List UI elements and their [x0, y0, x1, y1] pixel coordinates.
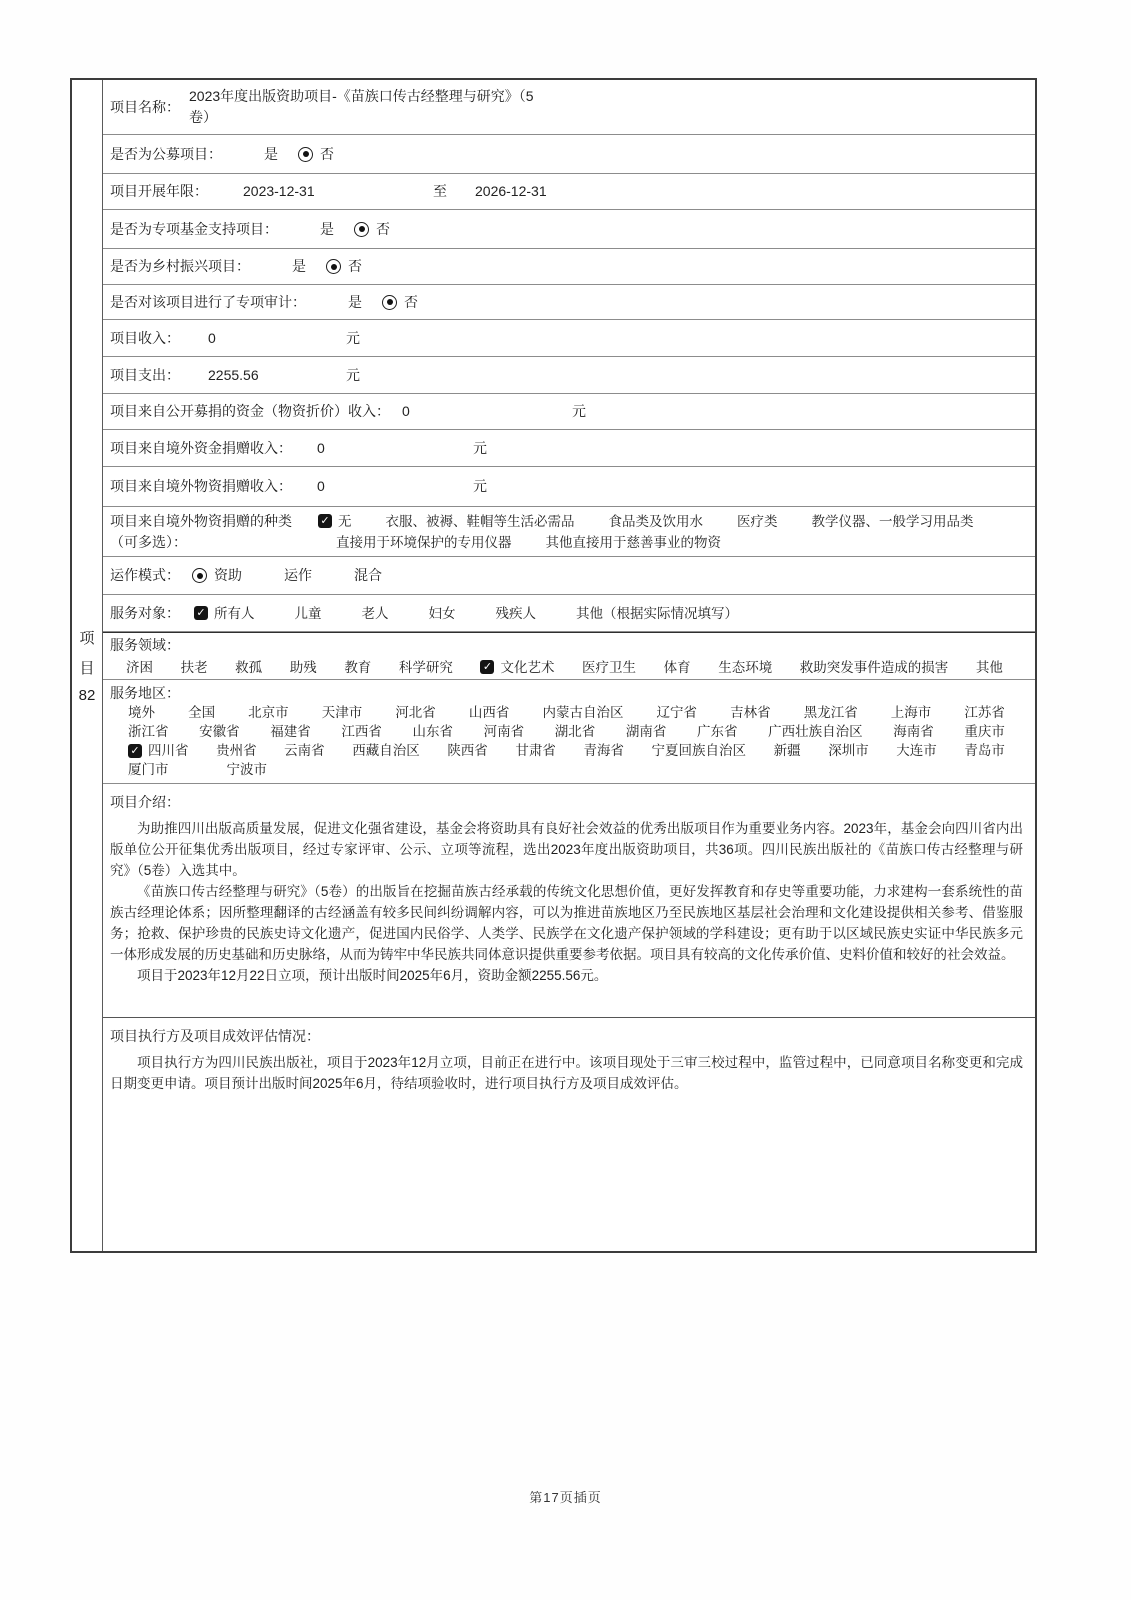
- option: [800, 658, 949, 677]
- option: [399, 658, 453, 677]
- option-label: 是: [348, 293, 362, 310]
- service-area-line3: [128, 742, 1005, 760]
- option-label: 所有人: [214, 605, 255, 621]
- option-label: 其他直接用于慈善事业的物资: [545, 534, 721, 550]
- option-label: 江苏省: [964, 705, 1005, 720]
- option: [320, 220, 334, 239]
- option: [336, 532, 512, 553]
- option-label: 湖南省: [625, 724, 667, 739]
- option: [413, 723, 454, 741]
- option: [188, 704, 215, 722]
- option: [774, 742, 801, 760]
- option: [891, 704, 932, 722]
- row-overseas-goods-income: [103, 467, 1035, 507]
- option-label: 衣服、被褥、鞋帽等生活必需品: [385, 513, 575, 529]
- option: [227, 761, 268, 779]
- option: [181, 658, 208, 677]
- option-label: 重庆市: [964, 724, 1005, 739]
- option-selected: [194, 604, 255, 623]
- option: [386, 511, 575, 532]
- row-service-field: [103, 632, 1035, 680]
- option-label: 教学仪器、一般学习用品类: [811, 513, 974, 529]
- special-audit-options: [348, 293, 418, 312]
- option: [652, 742, 747, 760]
- option-label: 医疗类: [737, 513, 778, 529]
- option-label: 救孤: [235, 659, 263, 675]
- row-operation-mode: [103, 557, 1035, 595]
- option-selected: [326, 257, 362, 276]
- option: [976, 658, 1003, 677]
- option: [768, 723, 863, 741]
- option: [555, 723, 596, 741]
- option: [964, 742, 1005, 760]
- option-label: 天津市: [321, 705, 363, 720]
- option: [583, 742, 624, 760]
- period-start-value: 2023-12-31: [243, 183, 315, 199]
- checkbox-checked-icon: ✓: [480, 660, 494, 674]
- option-label: 教育: [344, 659, 372, 675]
- project-intro-paragraph: 为助推四川出版高质量发展，促进文化强省建设，基金会将资助具有良好社会效益的优秀出版项目作为重要业务内容。2023年，基金会向四川省内出版单位公开征集优秀出版项目，经过专家评审、公示、立项等流程，选出2023年度出版资助项目，共36项。四川民族出版社的《苗族口传古经整理与研究》（5卷）入选其中。: [110, 821, 1023, 878]
- option-label: 新疆: [773, 743, 801, 758]
- project-income-value: 0: [208, 329, 216, 346]
- option-selected: [192, 566, 242, 585]
- option: [964, 723, 1005, 741]
- option: [270, 723, 311, 741]
- row-public-fundraising: [103, 135, 1035, 174]
- option-label: 境外: [128, 705, 155, 720]
- option-label: 黑龙江省: [803, 705, 858, 720]
- option: [128, 761, 169, 779]
- checkbox-checked-icon: ✓: [194, 606, 208, 620]
- project-expense-value: 2255.56: [208, 366, 259, 383]
- option: [896, 742, 937, 760]
- option: [664, 658, 691, 677]
- option-label: 安徽省: [199, 724, 240, 739]
- option-selected: [480, 658, 554, 677]
- service-target-label: 服务对象：: [110, 604, 180, 621]
- option: [352, 742, 420, 760]
- option-label: 甘肃省: [515, 743, 556, 758]
- row-service-area: [103, 680, 1035, 784]
- option: [812, 511, 974, 532]
- option-label: 陕西省: [447, 743, 488, 758]
- special-audit-label: 是否对该项目进行了专项审计：: [110, 293, 306, 310]
- option: [354, 566, 382, 585]
- project-expense-label: 项目支出：: [110, 366, 180, 383]
- option-label: 湖北省: [554, 724, 596, 739]
- overseas-goods-label: 项目来自境外物资捐赠收入：: [110, 478, 292, 494]
- project-intro-paragraph: 《苗族口传古经整理与研究》（5卷）的出版旨在挖掘苗族古经承载的传统文化思想价值，更好发挥教育和存史等重要功能，力求建构一套系统性的苗族古经理论体系；因所整理翻译的古经涵盖有较多民间纠纷调解内容，可以为推进苗族地区乃至民族地区基层社会治理和文化建设提供相关参考、借鉴服务；抢救、保护珍贵的民族史诗文化遗产，促进国内民俗学、人类学、民族学在文化遗产保护领域的学科建设；更有助于以区域民族史实证中华民族多元一体形成发展的历史基础和历史脉络，从而为铸牢中华民族共同体意识提供重要参考依据。项目具有较高的文化传承价值、史料价值和较好的社会效益。: [110, 884, 1023, 962]
- project-income-label: 项目收入：: [110, 329, 180, 346]
- row-rural-revitalization: [103, 249, 1035, 285]
- form-rows: [103, 80, 1035, 1251]
- option: [362, 604, 389, 623]
- option-label: 青海省: [583, 743, 624, 758]
- project-period-label: 项目开展年限：: [110, 183, 208, 199]
- option: [295, 604, 322, 623]
- project-info-table: [70, 78, 1037, 1253]
- option: [964, 704, 1005, 722]
- option: [582, 658, 636, 677]
- option-label: 上海市: [890, 705, 932, 720]
- row-public-donation-income: [103, 394, 1035, 430]
- option-label: 河南省: [483, 724, 525, 739]
- overseas-goods-value: 0: [317, 478, 325, 494]
- option: [576, 604, 738, 623]
- checkbox-checked-icon: ✓: [318, 514, 332, 528]
- radio-selected-icon: [326, 259, 341, 274]
- option: [626, 723, 667, 741]
- service-field-label: 服务领域：: [110, 636, 180, 653]
- option-label: 大连市: [896, 743, 937, 758]
- radio-selected-icon: [354, 222, 369, 237]
- option-label: 其他: [975, 659, 1003, 675]
- radio-selected-icon: [382, 295, 397, 310]
- option: [657, 704, 698, 722]
- option-label: 否: [404, 293, 418, 310]
- option-label: 青岛市: [964, 743, 1005, 758]
- option-label: 厦门市: [128, 762, 169, 777]
- option: [126, 658, 153, 677]
- service-target-options: [194, 604, 738, 623]
- goods-types-label-line2: （可多选）：: [110, 533, 187, 550]
- goods-types-options-line2: [336, 532, 1005, 553]
- option-label: 运作: [284, 567, 312, 583]
- option-selected: [354, 220, 390, 239]
- option-label: 体育: [663, 659, 691, 675]
- radio-dot: [387, 299, 393, 305]
- option-label: 山西省: [468, 705, 510, 720]
- service-area-line2: [128, 723, 1005, 741]
- goods-types-label: [110, 511, 318, 553]
- evaluation-paragraph: 项目执行方为四川民族出版社，项目于2023年12月立项，目前正在进行中。该项目现处于三审三校过程中，监管过程中，已同意项目名称变更和完成日期变更申请。项目预计出版时间2025年6月，待结项验收时，进行项目执行方及项目成效评估。: [110, 1055, 1023, 1091]
- option: [344, 658, 371, 677]
- option-label: 北京市: [248, 705, 289, 720]
- special-fund-label: 是否为专项基金支持项目：: [110, 220, 278, 237]
- overseas-goods-unit: 元: [473, 478, 487, 494]
- goods-types-options-line1: [318, 511, 1005, 532]
- rural-revitalization-options: [292, 257, 362, 276]
- project-name-value: 2023年度出版资助项目-《苗族口传古经整理与研究》（5卷）: [189, 88, 534, 125]
- overseas-fund-unit: 元: [473, 439, 487, 456]
- option: [322, 704, 363, 722]
- option-label: 助残: [289, 659, 317, 675]
- option-label: 广西壮族自治区: [768, 724, 863, 739]
- period-end-value: 2026-12-31: [475, 183, 547, 199]
- option-label: 山东省: [412, 724, 453, 739]
- option: [718, 658, 772, 677]
- option: [496, 604, 537, 623]
- option-label: 是: [320, 220, 334, 237]
- public-donation-unit: 元: [572, 403, 586, 419]
- option: [248, 704, 289, 722]
- option-selected: [382, 293, 418, 312]
- row-overseas-goods-types: [103, 507, 1035, 557]
- option-label: 否: [320, 145, 334, 162]
- option: [484, 723, 525, 741]
- project-expense-unit: 元: [346, 366, 360, 383]
- option-label: 文化艺术: [500, 659, 555, 675]
- row-project-expense: [103, 357, 1035, 394]
- project-intro-label: 项目介绍：: [110, 794, 180, 810]
- option: [290, 658, 317, 677]
- option-label: 扶老: [180, 659, 208, 675]
- option: [284, 742, 325, 760]
- option-label: 吉林省: [730, 705, 771, 720]
- radio-dot: [303, 151, 309, 157]
- option: [429, 604, 456, 623]
- page-number: 第17页插页: [529, 1490, 602, 1505]
- option-label: 广东省: [697, 724, 738, 739]
- option: [341, 723, 382, 741]
- option: [128, 704, 155, 722]
- index-label-char: 项: [79, 630, 95, 647]
- option-label: 混合: [354, 567, 382, 583]
- special-fund-options: [320, 220, 390, 239]
- option: [264, 145, 278, 164]
- row-project-income: [103, 320, 1035, 357]
- project-intro-paragraph: 项目于2023年12月22日立项，预计出版时间2025年6月，资助金额2255.56元。: [137, 968, 608, 983]
- option-label: 直接用于环境保护的专用仪器: [336, 534, 512, 550]
- option-label: 西藏自治区: [352, 743, 420, 758]
- goods-types-label-line1: 项目来自境外物资捐赠的种类: [110, 512, 292, 529]
- option: [515, 742, 556, 760]
- option-selected: [318, 511, 352, 532]
- option-label: 资助: [214, 567, 242, 583]
- option-label: 云南省: [284, 743, 325, 758]
- option-label: 否: [348, 258, 362, 274]
- option-label: 济困: [126, 659, 153, 675]
- service-field-options: [126, 658, 1003, 677]
- public-donation-label: 项目来自公开募捐的资金（物资折价）收入：: [110, 403, 390, 419]
- option-selected: [298, 145, 334, 164]
- option: [804, 704, 858, 722]
- option: [893, 723, 934, 741]
- option-label: 儿童: [294, 605, 322, 621]
- option: [292, 257, 306, 276]
- option: [737, 511, 778, 532]
- row-project-period: [103, 174, 1035, 210]
- project-index-number: 82: [78, 687, 96, 704]
- row-overseas-fund-income: [103, 430, 1035, 467]
- service-area-label: 服务地区：: [110, 685, 180, 701]
- option: [730, 704, 771, 722]
- option-label: 贵州省: [216, 743, 257, 758]
- option-label: 科学研究: [398, 659, 453, 675]
- option: [235, 658, 262, 677]
- goods-types-options: [318, 511, 1005, 553]
- option: [828, 742, 869, 760]
- option-label: 全国: [188, 705, 216, 720]
- option-label: 否: [376, 220, 390, 237]
- operation-mode-options: [192, 566, 382, 585]
- option-label: 残疾人: [495, 605, 536, 621]
- option-label: 妇女: [428, 605, 456, 621]
- option: [348, 293, 362, 312]
- radio-selected-icon: [192, 568, 207, 583]
- option-label: 是: [292, 258, 306, 274]
- option-label: 江西省: [341, 724, 382, 739]
- section-evaluation: [103, 1018, 1035, 1251]
- public-donation-value: 0: [402, 403, 410, 419]
- option-label: 深圳市: [828, 743, 869, 758]
- evaluation-label: 项目执行方及项目成效评估情况：: [110, 1028, 320, 1044]
- option: [697, 723, 738, 741]
- radio-dot: [331, 264, 337, 270]
- option-label: 宁夏回族自治区: [651, 743, 747, 758]
- option: [542, 704, 623, 722]
- project-income-unit: 元: [346, 329, 360, 346]
- public-fundraising-options: [264, 145, 334, 164]
- option: [199, 723, 240, 741]
- option: [128, 723, 169, 741]
- radio-dot: [359, 226, 365, 232]
- project-index-cell: [72, 80, 103, 1251]
- option: [546, 532, 722, 553]
- option: [609, 511, 704, 532]
- row-project-name: [103, 80, 1035, 135]
- section-project-intro: [103, 784, 1035, 1018]
- option-label: 医疗卫生: [582, 659, 637, 675]
- row-special-audit: [103, 285, 1035, 320]
- period-to-label: 至: [433, 183, 447, 199]
- option-label: 辽宁省: [656, 705, 698, 720]
- option-label: 河北省: [395, 705, 436, 720]
- option-label: 是: [264, 145, 278, 162]
- option-label: 内蒙古自治区: [542, 705, 624, 720]
- option-label: 浙江省: [128, 724, 169, 739]
- option-selected: [128, 742, 189, 760]
- option-label: 福建省: [270, 724, 311, 739]
- radio-selected-icon: [298, 147, 313, 162]
- option-label: 宁波市: [226, 762, 267, 777]
- option-label: 生态环境: [718, 659, 773, 675]
- option: [447, 742, 488, 760]
- public-fundraising-label: 是否为公募项目：: [110, 145, 222, 162]
- operation-mode-label: 运作模式：: [110, 567, 180, 583]
- option-label: 救助突发事件造成的损害: [799, 659, 949, 675]
- row-service-target: [103, 595, 1035, 632]
- overseas-fund-label: 项目来自境外资金捐赠收入：: [110, 439, 292, 456]
- option-label: 海南省: [893, 724, 934, 739]
- checkbox-checked-icon: ✓: [128, 744, 142, 758]
- option-label: 四川省: [148, 743, 189, 758]
- service-area-line4: [128, 761, 1005, 779]
- overseas-fund-value: 0: [317, 439, 325, 456]
- option-label: 老人: [361, 605, 389, 621]
- option-label: 其他（根据实际情况填写）: [576, 605, 738, 621]
- option: [284, 566, 312, 585]
- service-area-line1: [128, 704, 1005, 722]
- project-name-label: 项目名称：: [110, 98, 180, 115]
- option-label: 食品类及饮用水: [608, 513, 703, 529]
- option-label: 无: [338, 513, 352, 529]
- option: [395, 704, 436, 722]
- index-label-char: 目: [79, 660, 95, 677]
- radio-dot: [197, 573, 203, 579]
- rural-revitalization-label: 是否为乡村振兴项目：: [110, 258, 250, 274]
- option: [216, 742, 257, 760]
- row-special-fund: [103, 210, 1035, 249]
- option: [469, 704, 510, 722]
